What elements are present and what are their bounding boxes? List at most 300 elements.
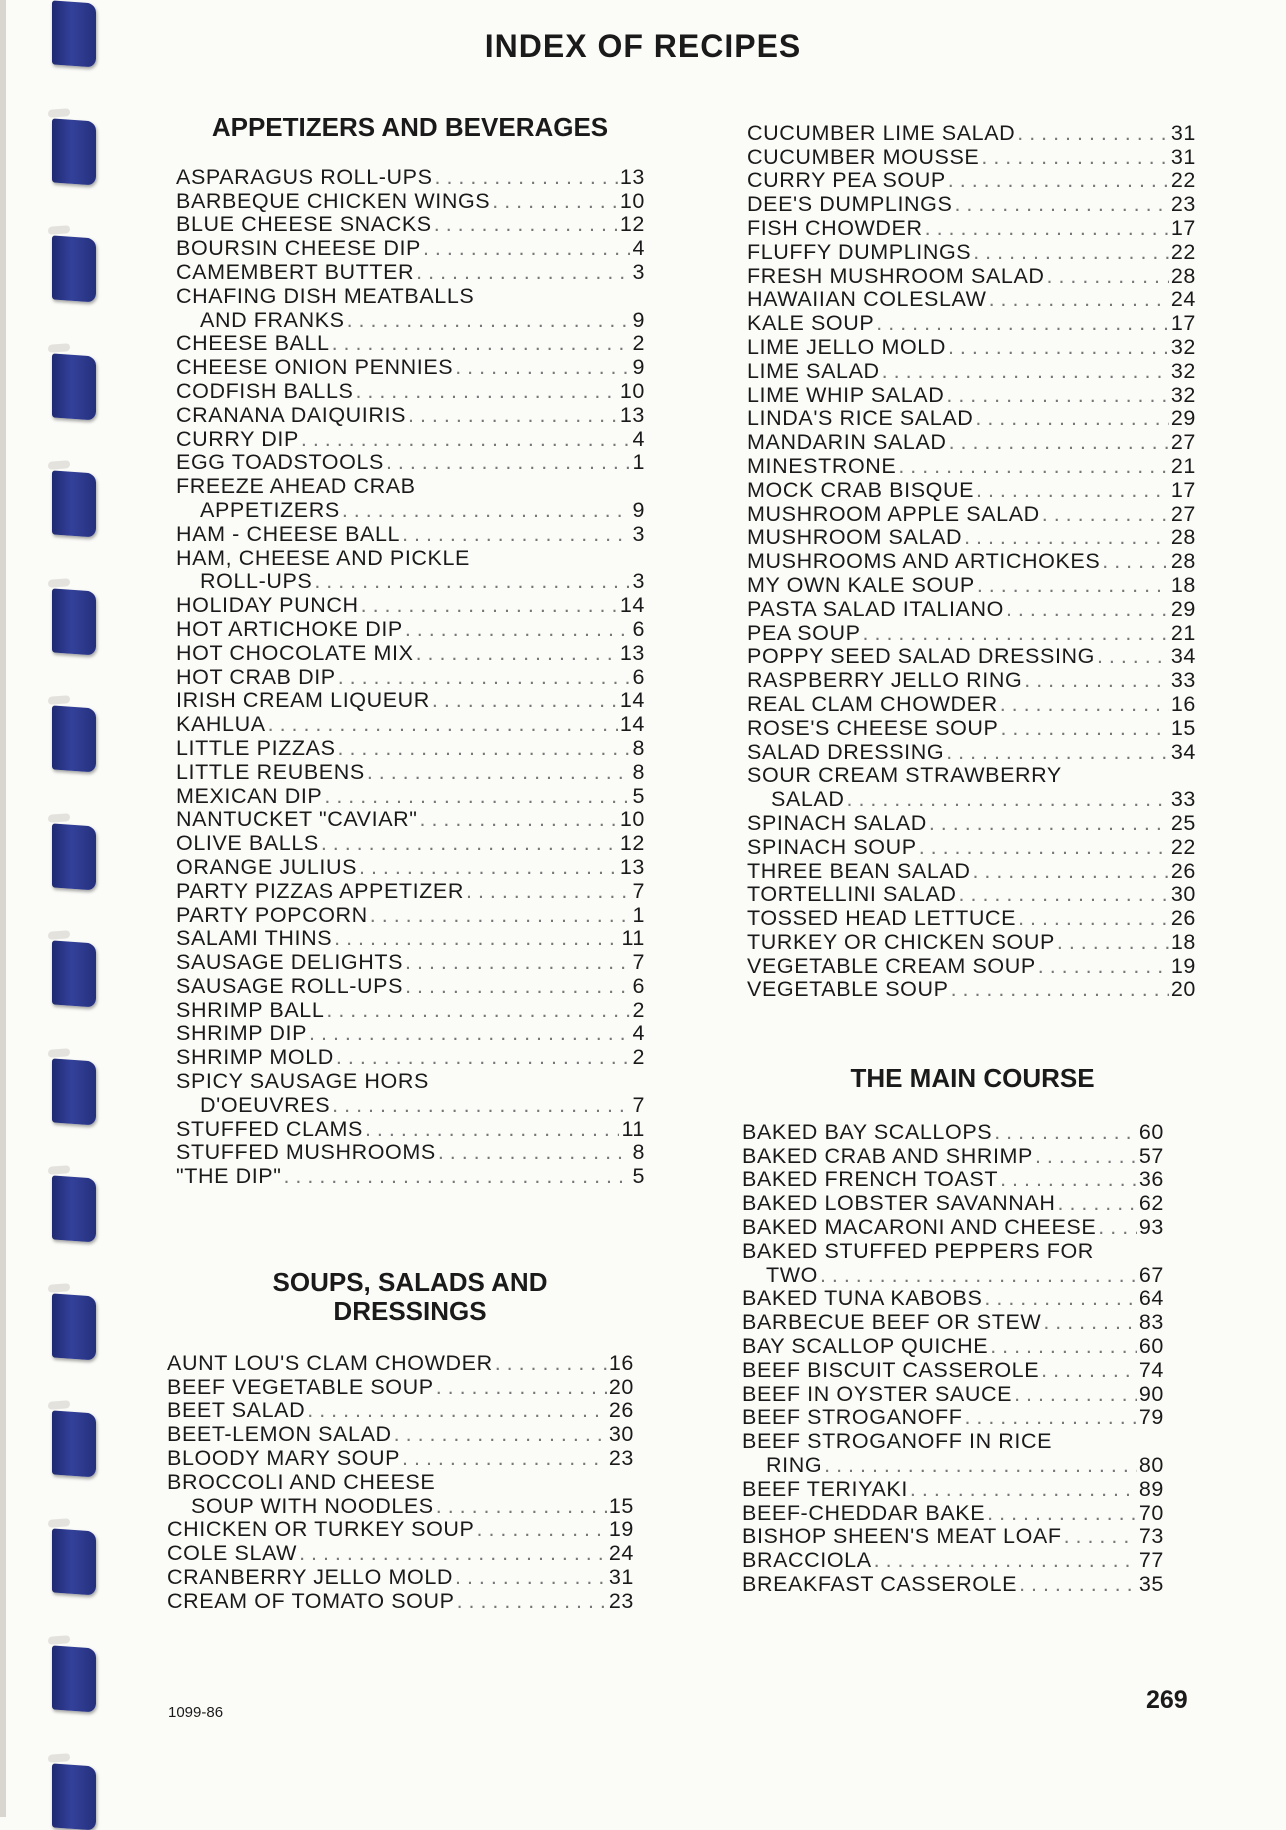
- entry-name: BEEF STROGANOFF IN RICE: [742, 1429, 1053, 1454]
- entry-page: 2: [632, 1045, 645, 1070]
- leader-dots: [1000, 716, 1168, 741]
- entry-name: BEET-LEMON SALAD: [167, 1422, 392, 1447]
- leader-dots: [981, 145, 1168, 170]
- entry-page: 8: [632, 735, 645, 760]
- index-entry: [176, 237, 645, 261]
- leader-dots: [416, 260, 630, 285]
- leader-dots: [359, 855, 618, 880]
- entry-page: 6: [632, 664, 645, 689]
- binding-ring: [52, 823, 96, 890]
- index-entry: [176, 523, 645, 547]
- leader-dots: [268, 712, 618, 737]
- index-entry: [176, 856, 645, 880]
- entry-name: SALAMI THINS: [176, 926, 333, 951]
- leader-dots: [1098, 1215, 1137, 1240]
- spiral-binding: [0, 0, 110, 1817]
- index-entry: [742, 1430, 1164, 1478]
- leader-dots: [874, 1548, 1137, 1573]
- leader-dots: [1102, 549, 1169, 574]
- index-entry: [176, 951, 645, 975]
- entry-name: AUNT LOU'S CLAM CHOWDER: [167, 1350, 493, 1375]
- leader-dots: [436, 1375, 607, 1400]
- index-entry: [747, 717, 1196, 741]
- entry-name-continued: APPETIZERS: [200, 497, 340, 522]
- entry-name: MINESTRONE: [747, 453, 897, 478]
- entry-name: FISH CHOWDER: [747, 215, 923, 240]
- index-entry: [167, 1423, 634, 1447]
- leader-dots: [925, 216, 1169, 241]
- entry-name: BAKED BAY SCALLOPS: [742, 1119, 993, 1144]
- entry-page: 32: [1170, 334, 1196, 359]
- index-entry: [747, 812, 1196, 836]
- leader-dots: [332, 1093, 630, 1118]
- binding-ring: [52, 235, 96, 302]
- leader-dots: [455, 355, 630, 380]
- entry-name: NANTUCKET "CAVIAR": [176, 807, 418, 832]
- index-entry: [176, 642, 645, 666]
- leader-dots: [994, 1120, 1137, 1145]
- entry-page: 23: [608, 1445, 634, 1470]
- entry-name: VEGETABLE CREAM SOUP: [747, 953, 1036, 978]
- leader-dots: [283, 1164, 630, 1189]
- entry-page: 28: [1170, 549, 1196, 574]
- entry-name: CHEESE BALL: [176, 331, 330, 356]
- entry-name: LIME SALAD: [747, 358, 880, 383]
- entry-page: 26: [1170, 906, 1196, 931]
- entry-name: PARTY POPCORN: [176, 902, 368, 927]
- index-entry: [176, 785, 645, 809]
- leader-dots: [466, 879, 630, 904]
- entry-name: BAKED MACARONI AND CHEESE: [742, 1214, 1097, 1239]
- entry-page: 10: [619, 807, 645, 832]
- entry-name: MEXICAN DIP: [176, 783, 323, 808]
- entry-name: BEEF BISCUIT CASSEROLE: [742, 1357, 1040, 1382]
- binding-ring: [52, 470, 96, 537]
- entry-page: 15: [1170, 715, 1196, 740]
- entry-name: BEEF VEGETABLE SOUP: [167, 1374, 434, 1399]
- entry-page: 17: [1170, 477, 1196, 502]
- entry-page: 25: [1170, 810, 1196, 835]
- leader-dots: [949, 430, 1169, 455]
- index-entry: [167, 1590, 634, 1614]
- entry-page: 62: [1138, 1191, 1164, 1216]
- leader-dots: [1057, 930, 1169, 955]
- binding-ring: [52, 1763, 96, 1830]
- entry-name: MANDARIN SALAD: [747, 430, 947, 455]
- section-heading-soups: [210, 1268, 610, 1326]
- entry-page: 93: [1138, 1214, 1164, 1239]
- entry-page: 20: [608, 1374, 634, 1399]
- entry-name: HAM - CHEESE BALL: [176, 521, 401, 546]
- entry-page: 17: [1170, 215, 1196, 240]
- binding-ring: [52, 1175, 96, 1242]
- index-entry: [176, 928, 645, 952]
- entry-name: KALE SOUP: [747, 311, 875, 336]
- leader-dots: [1043, 1310, 1137, 1335]
- entry-name: MUSHROOMS AND ARTICHOKES: [747, 549, 1101, 574]
- index-entry: [176, 404, 645, 428]
- entry-page: 14: [619, 712, 645, 737]
- binding-ring: [52, 1058, 96, 1125]
- index-entry: [747, 693, 1196, 717]
- index-entry: [747, 479, 1196, 503]
- entry-name: THREE BEAN SALAD: [747, 858, 971, 883]
- entry-page: 4: [632, 426, 645, 451]
- leader-dots: [402, 1446, 607, 1471]
- entry-name: BAKED LOBSTER SAVANNAH: [742, 1191, 1056, 1216]
- index-entry: [176, 1046, 645, 1070]
- entry-page: 8: [632, 759, 645, 784]
- entry-page: 18: [1170, 572, 1196, 597]
- entry-page: 64: [1138, 1286, 1164, 1311]
- entry-name: CHICKEN OR TURKEY SOUP: [167, 1517, 475, 1542]
- leader-dots: [1041, 1358, 1137, 1383]
- entry-page: 9: [632, 307, 645, 332]
- index-entry: [742, 1145, 1164, 1169]
- leader-dots: [946, 740, 1169, 765]
- index-entry: [176, 832, 645, 856]
- index-entry: [747, 622, 1196, 646]
- entry-page: 24: [608, 1541, 634, 1566]
- entry-page: 13: [619, 854, 645, 879]
- leader-dots: [402, 522, 630, 547]
- entry-page: 7: [632, 1092, 645, 1117]
- leader-dots: [416, 641, 618, 666]
- leader-dots: [964, 525, 1169, 550]
- entry-page: 19: [608, 1517, 634, 1542]
- entry-page: 1: [632, 902, 645, 927]
- index-entry: [167, 1352, 634, 1376]
- entry-page: 30: [1170, 882, 1196, 907]
- binding-ring: [52, 588, 96, 655]
- entry-name: MY OWN KALE SOUP: [747, 572, 975, 597]
- leader-dots: [1064, 1524, 1137, 1549]
- entry-name: BARBECUE BEEF OR STEW: [742, 1310, 1042, 1335]
- entry-name: SAUSAGE DELIGHTS: [176, 950, 404, 975]
- index-entry: [176, 594, 645, 618]
- leader-dots: [1058, 1191, 1137, 1216]
- entry-name: BOURSIN CHEESE DIP: [176, 236, 421, 261]
- leader-dots: [1097, 644, 1169, 669]
- leader-dots: [919, 835, 1169, 860]
- index-entry: [742, 1549, 1164, 1573]
- leader-dots: [492, 189, 618, 214]
- page-number: 269: [1146, 1686, 1188, 1714]
- entry-name: CRANBERRY JELLO MOLD: [167, 1564, 454, 1589]
- entry-page: 6: [632, 616, 645, 641]
- entry-page: 33: [1170, 787, 1196, 812]
- index-entry: [747, 384, 1196, 408]
- entry-name: BAKED CRAB AND SHRIMP: [742, 1143, 1033, 1168]
- index-entry: [747, 289, 1196, 313]
- leader-dots: [436, 1494, 607, 1519]
- entry-page: 16: [1170, 691, 1196, 716]
- entry-page: 27: [1170, 501, 1196, 526]
- leader-dots: [370, 903, 631, 928]
- index-entry: [747, 241, 1196, 265]
- entry-page: 31: [1170, 120, 1196, 145]
- entry-name: CAMEMBERT BUTTER: [176, 259, 415, 284]
- index-entry: [747, 860, 1196, 884]
- leader-dots: [307, 1398, 607, 1423]
- leader-dots: [432, 688, 618, 713]
- entry-page: 16: [608, 1350, 634, 1375]
- entry-page: 26: [608, 1398, 634, 1423]
- binding-ring: [52, 1645, 96, 1712]
- entry-page: 13: [619, 640, 645, 665]
- index-entry: [747, 550, 1196, 574]
- entry-page: 89: [1138, 1476, 1164, 1501]
- index-entry: [747, 217, 1196, 241]
- entry-name: CURRY PEA SOUP: [747, 168, 946, 193]
- index-entry: [176, 737, 645, 761]
- entry-name-continued: SALAD: [771, 787, 845, 812]
- entry-page: 36: [1138, 1167, 1164, 1192]
- leader-dots: [326, 998, 630, 1023]
- entry-name: CHAFING DISH MEATBALLS: [176, 283, 475, 308]
- index-entry: [167, 1447, 634, 1471]
- entry-page: 67: [1138, 1262, 1164, 1287]
- entry-name: ROSE'S CHEESE SOUP: [747, 715, 999, 740]
- section-heading-appetizers: APPETIZERS AND BEVERAGES: [211, 112, 609, 142]
- appetizers-list: [176, 166, 645, 1189]
- index-entry: [167, 1471, 634, 1519]
- entry-name: HAM, CHEESE AND PICKLE: [176, 545, 470, 570]
- index-entry: [742, 1478, 1164, 1502]
- index-entry: [747, 122, 1196, 146]
- entry-page: 3: [632, 569, 645, 594]
- index-entry: [176, 452, 645, 476]
- entry-name: OLIVE BALLS: [176, 831, 319, 856]
- index-entry: [176, 809, 645, 833]
- entry-page: 14: [619, 688, 645, 713]
- leader-dots: [948, 335, 1169, 360]
- entry-name-continued: TWO: [766, 1262, 818, 1287]
- entry-name: BAKED FRENCH TOAST: [742, 1167, 999, 1192]
- leader-dots: [423, 236, 630, 261]
- entry-page: 4: [632, 236, 645, 261]
- entry-page: 22: [1170, 834, 1196, 859]
- index-entry: [742, 1383, 1164, 1407]
- index-entry: [176, 690, 645, 714]
- index-entry: [167, 1400, 634, 1424]
- index-entry: [742, 1216, 1164, 1240]
- entry-page: 19: [1170, 953, 1196, 978]
- entry-page: 70: [1138, 1500, 1164, 1525]
- index-entry: [747, 574, 1196, 598]
- entry-name: SPICY SAUSAGE HORS: [176, 1069, 429, 1094]
- leader-dots: [301, 427, 631, 452]
- leader-dots: [959, 882, 1169, 907]
- index-entry: [176, 547, 645, 595]
- leader-dots: [1018, 906, 1169, 931]
- entry-page: 22: [1170, 168, 1196, 193]
- entry-name: FLUFFY DUMPLINGS: [747, 239, 972, 264]
- entry-name: FREEZE AHEAD CRAB: [176, 474, 416, 499]
- index-entry: [742, 1311, 1164, 1335]
- entry-name: TOSSED HEAD LETTUCE: [747, 906, 1017, 931]
- entry-name: CREAM OF TOMATO SOUP: [167, 1588, 455, 1613]
- entry-page: 32: [1170, 358, 1196, 383]
- leader-dots: [820, 1263, 1137, 1288]
- entry-page: 7: [632, 878, 645, 903]
- leader-dots: [334, 926, 619, 951]
- index-entry: [176, 975, 645, 999]
- index-entry: [167, 1376, 634, 1400]
- leader-dots: [386, 450, 631, 475]
- entry-name: CURRY DIP: [176, 426, 299, 451]
- entry-page: 3: [632, 259, 645, 284]
- entry-page: 5: [632, 1164, 645, 1189]
- entry-name: EGG TOADSTOOLS: [176, 450, 384, 475]
- entry-name: PASTA SALAD ITALIANO: [747, 596, 1004, 621]
- soups-list-continued: [747, 122, 1196, 1002]
- leader-dots: [824, 1453, 1137, 1478]
- entry-page: 18: [1170, 929, 1196, 954]
- entry-page: 2: [632, 997, 645, 1022]
- binding-ring: [52, 1528, 96, 1595]
- entry-page: 13: [619, 402, 645, 427]
- leader-dots: [1000, 692, 1169, 717]
- entry-page: 7: [632, 950, 645, 975]
- leader-dots: [1000, 1167, 1137, 1192]
- leader-dots: [948, 168, 1169, 193]
- entry-page: 26: [1170, 858, 1196, 883]
- entry-name: SALAD DRESSING: [747, 739, 945, 764]
- index-entry: [747, 646, 1196, 670]
- index-entry: [747, 360, 1196, 384]
- entry-name-continued: ROLL-UPS: [200, 569, 313, 594]
- leader-dots: [1014, 1382, 1137, 1407]
- entry-page: 35: [1138, 1571, 1164, 1596]
- soups-list: [167, 1352, 634, 1614]
- entry-page: 34: [1170, 644, 1196, 669]
- entry-name: CHEESE ONION PENNIES: [176, 355, 454, 380]
- index-entry: [176, 761, 645, 785]
- leader-dots: [847, 787, 1169, 812]
- section-heading-main-course: THE MAIN COURSE: [850, 1063, 1095, 1093]
- entry-name: ORANGE JULIUS: [176, 854, 358, 879]
- leader-dots: [321, 831, 618, 856]
- leader-dots: [1017, 121, 1169, 146]
- entry-page: 31: [608, 1564, 634, 1589]
- binding-ring: [52, 940, 96, 1007]
- index-entry: [747, 431, 1196, 455]
- entry-name: BEET SALAD: [167, 1398, 306, 1423]
- entry-page: 57: [1138, 1143, 1164, 1168]
- entry-name: CRANANA DAIQUIRIS: [176, 402, 407, 427]
- entry-page: 23: [608, 1588, 634, 1613]
- entry-name: MOCK CRAB BISQUE: [747, 477, 975, 502]
- leader-dots: [1006, 597, 1169, 622]
- entry-name: TORTELLINI SALAD: [747, 882, 957, 907]
- entry-name: ASPARAGUS ROLL-UPS: [176, 164, 433, 189]
- entry-name: SHRIMP MOLD: [176, 1045, 334, 1070]
- leader-dots: [495, 1351, 607, 1376]
- leader-dots: [367, 760, 631, 785]
- entry-page: 9: [632, 355, 645, 380]
- entry-name: MUSHROOM SALAD: [747, 525, 963, 550]
- entry-name: TURKEY OR CHICKEN SOUP: [747, 929, 1055, 954]
- index-entry: [167, 1519, 634, 1543]
- entry-page: 23: [1170, 192, 1196, 217]
- leader-dots: [973, 240, 1169, 265]
- entry-page: 90: [1138, 1381, 1164, 1406]
- entry-name: PARTY PIZZAS APPETIZER: [176, 878, 464, 903]
- entry-name: BLUE CHEESE SNACKS: [176, 212, 432, 237]
- index-entry: [176, 1118, 645, 1142]
- leader-dots: [1019, 1572, 1137, 1597]
- leader-dots: [946, 383, 1168, 408]
- leader-dots: [394, 1422, 607, 1447]
- index-entry: [167, 1566, 634, 1590]
- entry-page: 10: [619, 188, 645, 213]
- entry-page: 5: [632, 783, 645, 808]
- entry-page: 28: [1170, 525, 1196, 550]
- leader-dots: [338, 736, 631, 761]
- leader-dots: [477, 1517, 607, 1542]
- entry-name: BEEF-CHEDDAR BAKE: [742, 1500, 986, 1525]
- index-entry: [742, 1240, 1164, 1288]
- entry-name: HAWAIIAN COLESLAW: [747, 287, 987, 312]
- entry-name: BISHOP SHEEN'S MEAT LOAF: [742, 1524, 1062, 1549]
- index-entry: [167, 1542, 634, 1566]
- entry-name: SPINACH SALAD: [747, 810, 927, 835]
- index-entry: [176, 904, 645, 928]
- entry-name-continued: RING: [766, 1452, 823, 1477]
- leader-dots: [951, 977, 1169, 1002]
- entry-name: KAHLUA: [176, 712, 266, 737]
- entry-name: CODFISH BALLS: [176, 378, 354, 403]
- section-heading-soups-line1: SOUPS, SALADS AND: [272, 1267, 548, 1297]
- page-title: INDEX OF RECIPES: [484, 28, 802, 64]
- entry-name: RASPBERRY JELLO RING: [747, 668, 1023, 693]
- index-entry: [176, 1023, 645, 1047]
- leader-dots: [954, 192, 1168, 217]
- entry-name: BROCCOLI AND CHEESE: [167, 1469, 436, 1494]
- entry-name: LIME WHIP SALAD: [747, 382, 945, 407]
- entry-page: 33: [1170, 668, 1196, 693]
- index-entry: [176, 475, 645, 523]
- index-entry: [176, 999, 645, 1023]
- entry-page: 29: [1170, 406, 1196, 431]
- index-entry: [176, 190, 645, 214]
- entry-page: 2: [632, 331, 645, 356]
- entry-name: COLE SLAW: [167, 1541, 298, 1566]
- leader-dots: [361, 593, 618, 618]
- index-entry: [747, 955, 1196, 979]
- index-entry: [747, 503, 1196, 527]
- leader-dots: [455, 1565, 607, 1590]
- entry-page: 4: [632, 1021, 645, 1046]
- index-entry: [176, 214, 645, 238]
- entry-page: 79: [1138, 1405, 1164, 1430]
- leader-dots: [910, 1477, 1137, 1502]
- index-entry: [747, 979, 1196, 1003]
- index-entry: [747, 265, 1196, 289]
- index-entry: [742, 1502, 1164, 1526]
- index-entry: [747, 836, 1196, 860]
- section-heading-soups-line2: DRESSINGS: [333, 1296, 487, 1326]
- index-entry: [747, 907, 1196, 931]
- leader-dots: [342, 498, 631, 523]
- entry-name: BEEF IN OYSTER SAUCE: [742, 1381, 1013, 1406]
- binding-ring: [52, 705, 96, 772]
- index-entry: [742, 1526, 1164, 1550]
- entry-name: BAKED STUFFED PEPPERS FOR: [742, 1238, 1094, 1263]
- entry-name: BEEF STROGANOFF: [742, 1405, 963, 1430]
- entry-page: 3: [632, 521, 645, 546]
